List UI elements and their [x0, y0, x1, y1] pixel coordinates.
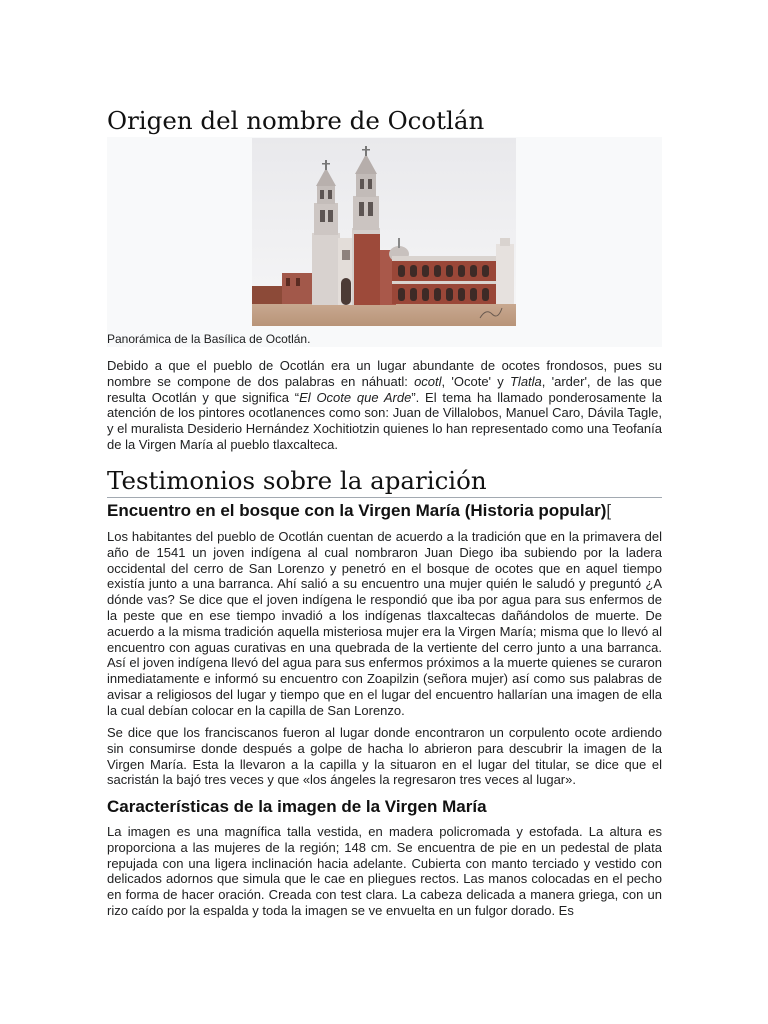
caracteristicas-paragraph: La imagen es una magnífica talla vestida, en madera policromada y estofada. La altura es proporciona a las mujeres de la región; 148 cm. Se encuentra de pie en un pedestal de plata repujada con una ligera inclinación hacia adelante. Cubierta con manto terciado y vestido con delicados adornos que simula que le cae en pliegues rectos. Las manos colocadas en el pecho en forma de hacer oración. Creada con test clara. La cabeza delicada a manera griega, con un rizo caído por la espalda y toda la imagen se ve envuelta en un fulgor dorado. Es: [107, 824, 662, 918]
origen-paragraph: Debido a que el pueblo de Ocotlán era un lugar abundante de ocotes frondosos, pues su nombre se compone de dos palabras en náhuatl: ocotl, 'Ocote' y Tlatla, 'arder', de las que resulta Ocotlán y que significa “El Ocote que Arde”. El tema ha llamado ponderosamente la atención de los pintores ocotlanences como son: Juan de Villalobos, Manuel Caro, Dávila Tagle, y el muralista Desiderio Hernández Xochitiotzin quienes lo han representado como una Teofanía de la Virgen María al pueblo tlaxcalteca.: [107, 358, 662, 452]
term-ocotl: ocotl: [414, 373, 442, 389]
section-heading-origen: Origen del nombre de Ocotlán: [107, 106, 662, 138]
term-tlatla: Tlatla: [509, 373, 542, 389]
term-el-ocote-que-arde: El Ocote que Arde: [299, 389, 412, 405]
image-figure: [107, 137, 662, 347]
subheading-caracteristicas: Características de la imagen de la Virgen María: [107, 797, 487, 816]
edit-bracket[interactable]: [: [606, 501, 612, 520]
section-heading-testimonios: Testimonios sobre la aparición: [107, 466, 662, 498]
basilica-photo[interactable]: [252, 138, 516, 326]
encuentro-paragraph-1: Los habitantes del pueblo de Ocotlán cuentan de acuerdo a la tradición que en la primavera del año de 1541 un joven indígena al cual nombraron Juan Diego iba subiendo por la ladera occidental del cerro de San Lorenzo y penetró en el bosque de ocotes que en aquel tiempo existía junto a una barranca. Ahí salió a su encuentro una mujer quién le saludó y preguntó ¿A dónde vas? Se dice que el joven indígena le respondió que iba por agua para sus enfermos de la peste que en ese tiempo invadió a los indígenas tlaxcaltecas dañándolos de muerte. De acuerdo a la misma tradición aquella misteriosa mujer era la Virgen María; misma que lo llevó al encuentro con aguas curativas en una quebrada de la vertiente del cerro junto a una barranca. Así el joven indígena llevó del agua para sus enfermos próximos a la muerte quienes se curaron inmediatamente e informó su encuentro con Zoapilzin (señora mujer) así como sus palabras de avisar a religiosos del lugar y tiempo que en el lugar del encuentro hallarían una imagen de ella la cual debían colocar en la capilla de San Lorenzo.: [107, 529, 662, 718]
subheading-encuentro: Encuentro en el bosque con la Virgen María (Historia popular)[: [107, 501, 612, 520]
encuentro-paragraph-2: Se dice que los franciscanos fueron al lugar donde encontraron un corpulento ocote ardiendo sin consumirse donde después a golpe de hacha lo abrieron para descubrir la imagen de la Virgen María. Esta la llevaron a la capilla y la situaron en el lugar del titular, se dice que el sacristán la bajó tres veces y que «los ángeles la regresaron tres veces al lugar».: [107, 725, 662, 788]
image-caption: Panorámica de la Basílica de Ocotlán.: [107, 332, 311, 346]
